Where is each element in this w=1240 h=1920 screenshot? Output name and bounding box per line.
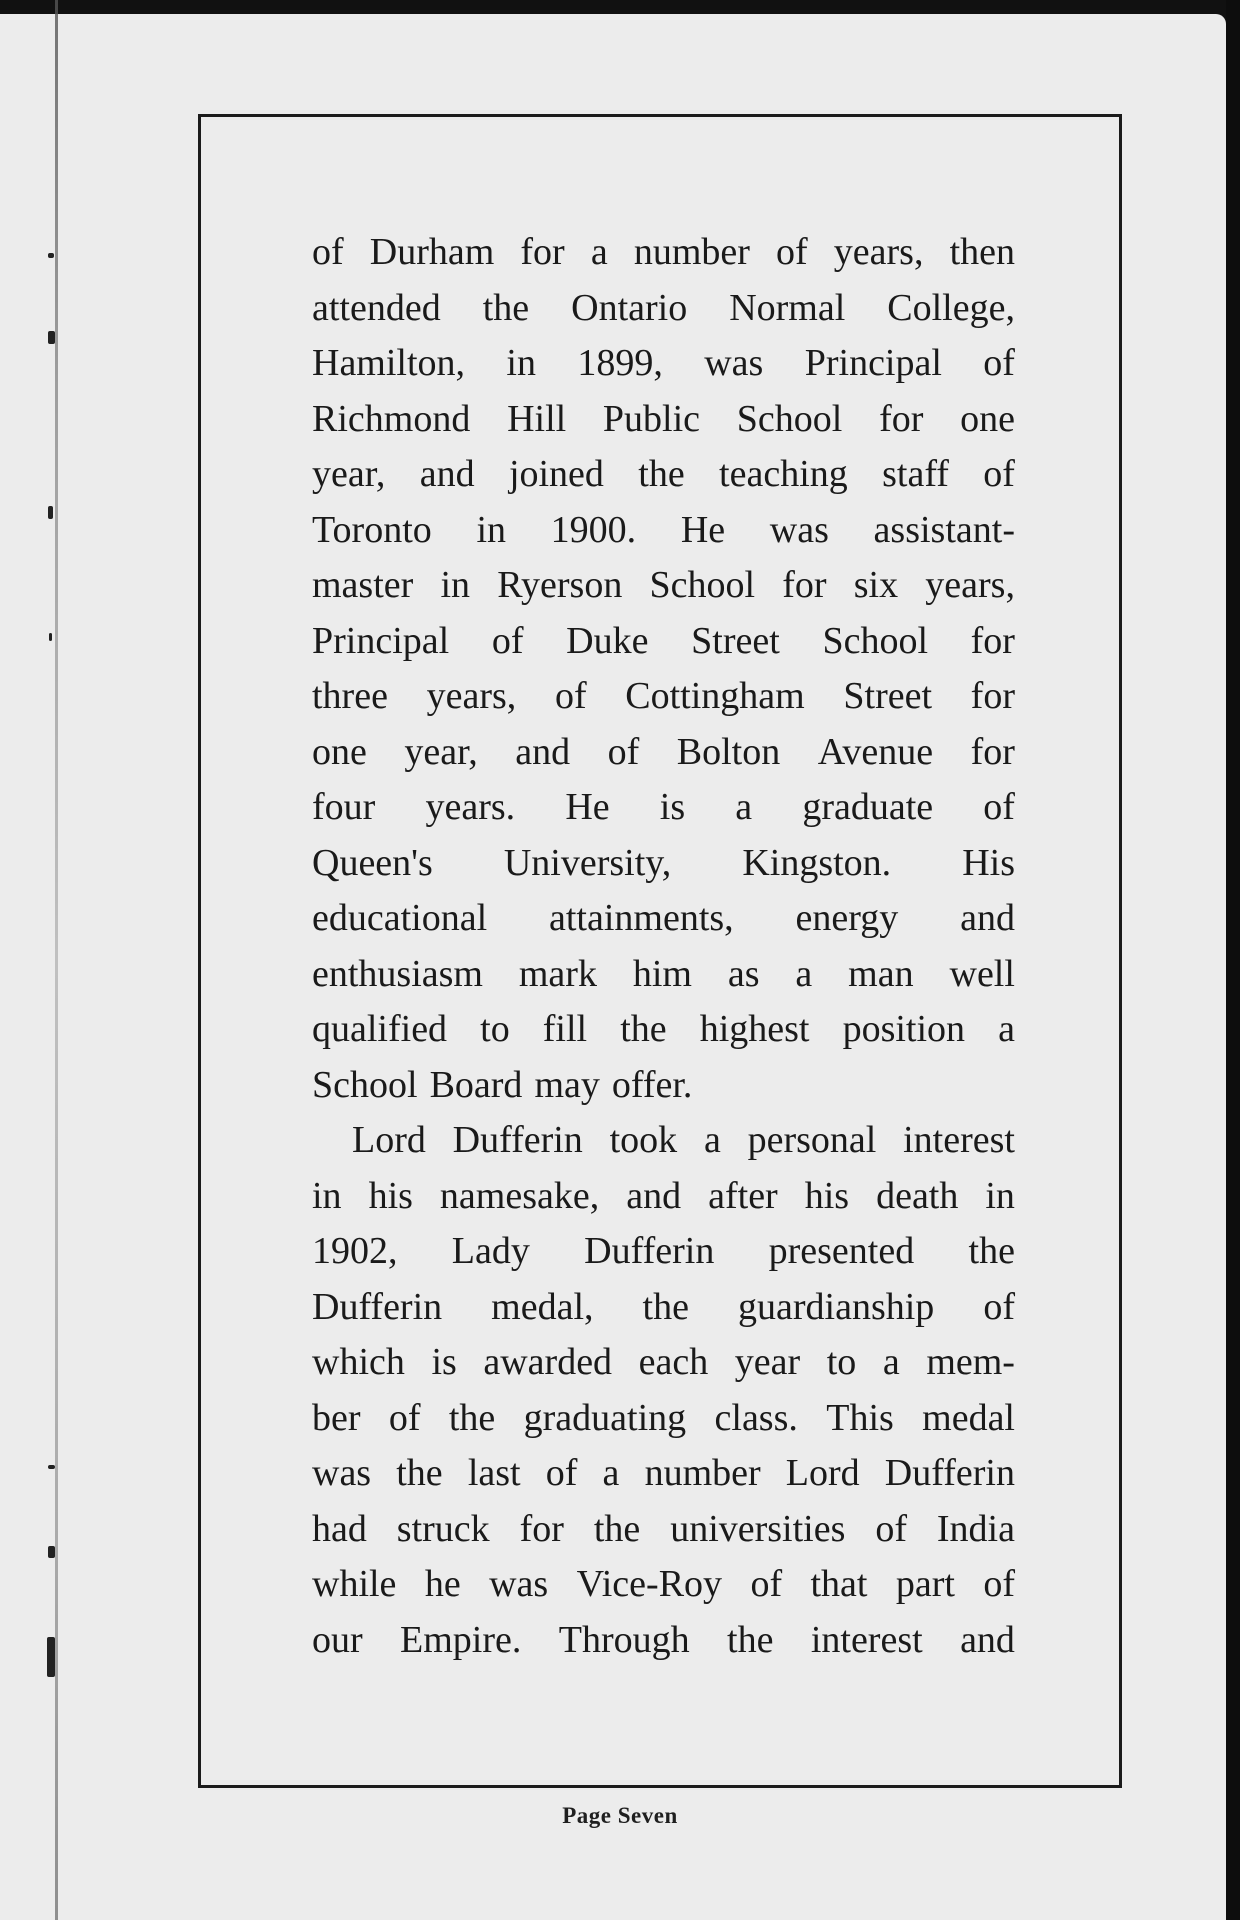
text-line: 1902, Lady Dufferin presented the bbox=[312, 1230, 1015, 1272]
text-line: had struck for the universities of India bbox=[312, 1507, 1015, 1550]
margin-mark bbox=[48, 253, 54, 258]
text-line: four years. He is a graduate of bbox=[312, 786, 1015, 828]
margin-mark bbox=[48, 506, 53, 519]
text-line: attended the Ontario Normal College, bbox=[312, 286, 1015, 329]
text-line: Richmond Hill Public School for one bbox=[312, 397, 1015, 440]
text-line: three years, of Cottingham Street for bbox=[312, 675, 1015, 717]
margin-mark bbox=[48, 1465, 55, 1469]
text-line: which is awarded each year to a mem- bbox=[312, 1341, 1015, 1383]
text-line: Queen's University, Kingston. His bbox=[312, 841, 1015, 884]
text-line: our Empire. Through the interest and bbox=[312, 1618, 1015, 1661]
text-line: Dufferin medal, the guardianship of bbox=[312, 1285, 1015, 1328]
text-line: educational attainments, energy and bbox=[312, 897, 1015, 939]
text-line: ber of the graduating class. This medal bbox=[312, 1396, 1015, 1439]
text-line: while he was Vice-Roy of that part of bbox=[312, 1563, 1015, 1605]
text-line: Toronto in 1900. He was assistant- bbox=[312, 508, 1015, 551]
text-line: in his namesake, and after his death in bbox=[312, 1174, 1015, 1217]
binding-line bbox=[55, 0, 58, 1920]
text-line: of Durham for a number of years, then bbox=[312, 231, 1015, 273]
page-edge-shadow bbox=[1226, 0, 1240, 1920]
text-line: was the last of a number Lord Dufferin bbox=[312, 1452, 1015, 1494]
margin-mark bbox=[47, 1637, 55, 1677]
text-line: master in Ryerson School for six years, bbox=[312, 564, 1015, 606]
text-line: year, and joined the teaching staff of bbox=[312, 453, 1015, 495]
text-line: enthusiasm mark him as a man well bbox=[312, 952, 1015, 995]
margin-mark bbox=[49, 633, 52, 641]
body-text bbox=[312, 225, 1015, 1668]
margin-mark bbox=[48, 331, 55, 344]
text-line: qualified to fill the highest position a bbox=[312, 1008, 1015, 1050]
text-line: one year, and of Bolton Avenue for bbox=[312, 730, 1015, 773]
text-line: Principal of Duke Street School for bbox=[312, 619, 1015, 662]
text-line: Hamilton, in 1899, was Principal of bbox=[312, 342, 1015, 384]
page-number: Page Seven bbox=[562, 1803, 678, 1828]
margin-mark bbox=[48, 1546, 55, 1558]
text-line: Lord Dufferin took a personal interest bbox=[352, 1119, 1015, 1161]
text-line: School Board may offer. bbox=[312, 1063, 693, 1106]
